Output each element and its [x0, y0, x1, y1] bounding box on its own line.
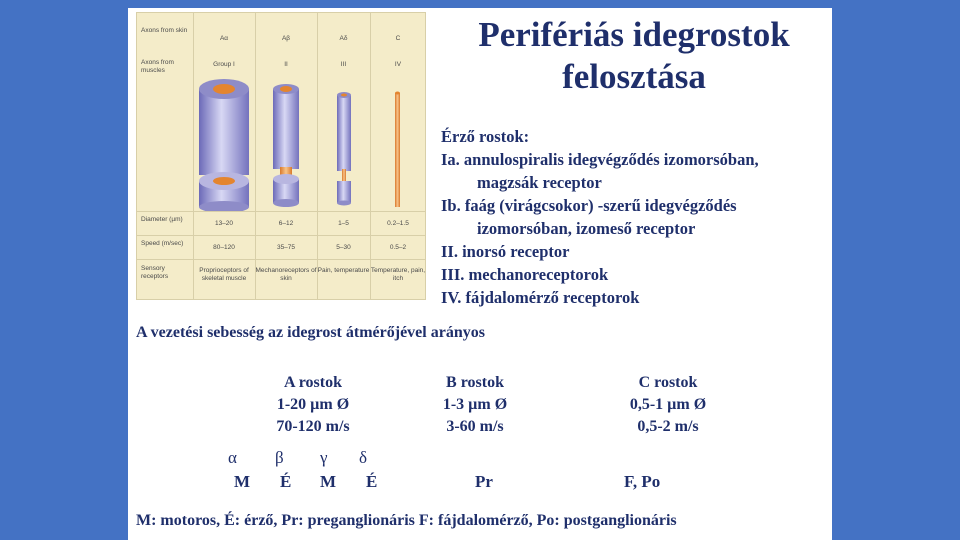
- fiber-column-a: [253, 372, 373, 438]
- fiber-column-c: [598, 372, 738, 438]
- fig-col2-diameter: 6–12: [278, 220, 294, 227]
- a-type-alpha: M: [234, 472, 251, 491]
- a-type-gamma: M: [320, 472, 337, 491]
- sensory-iii: III. mechanoreceptorok: [441, 265, 609, 284]
- greek-delta: δ: [359, 448, 368, 467]
- nerve-fiber-figure: [136, 12, 426, 300]
- title-line-1: Perifériás idegrostok: [478, 15, 790, 54]
- fiber-a-name: A rostok: [284, 374, 342, 391]
- b-type: Pr: [475, 472, 493, 491]
- fiber-b-speed: 3-60 m/s: [446, 418, 504, 435]
- fiber-column-b: [420, 372, 530, 438]
- fig-label-muscle: Axons from muscles: [141, 59, 174, 74]
- fig-label-diameter: Diameter (µm): [141, 216, 183, 223]
- fiber-c-speed: 0,5-2 m/s: [637, 418, 699, 435]
- fig-col3-diameter: 1–5: [338, 220, 349, 227]
- fiber-c-diameter: 0,5-1 µm Ø: [629, 396, 707, 413]
- fig-col1-receptors: Proprioceptors of skeletal muscle: [199, 267, 249, 282]
- sensory-heading: Érző rostok:: [441, 127, 530, 146]
- sensory-ia-line2: magzsák receptor: [477, 173, 602, 192]
- greek-gamma: γ: [320, 448, 328, 467]
- fiber-c-name: C rostok: [638, 374, 698, 391]
- fig-col4-speed: 0.5–2: [389, 244, 407, 251]
- fig-col3-speed: 5–30: [336, 244, 351, 251]
- fiber-b-diameter: 1-3 µm Ø: [442, 396, 508, 413]
- abbreviation-legend: M: motoros, É: érző, Pr: preganglionáris F: fájdalomérző, Po: postganglionáris: [136, 512, 677, 529]
- fig-col4-skin: C: [395, 35, 401, 42]
- nerve-fiber-illustration: [137, 13, 426, 211]
- fig-col3-skin: Aδ: [339, 35, 348, 42]
- fig-col2-speed: 35–75: [276, 244, 296, 251]
- greek-beta: β: [275, 448, 284, 467]
- c-type: F, Po: [624, 472, 661, 491]
- fiber-a-speed: 70-120 m/s: [276, 418, 350, 435]
- fig-col3-muscle: III: [340, 61, 347, 68]
- greek-alpha: α: [228, 448, 237, 467]
- fiber-b-name: B rostok: [446, 374, 504, 391]
- fig-col1-muscle: Group I: [213, 61, 235, 68]
- fig-col4-diameter: 0.2–1.5: [387, 220, 409, 227]
- sensory-ib-line2: izomorsóban, izomeső receptor: [477, 219, 696, 238]
- sensory-ia-line1: Ia. annulospiralis idegvégződés izomorsóban,: [441, 150, 759, 169]
- fiber-a-beta: [273, 84, 299, 207]
- fig-col4-muscle: IV: [394, 61, 402, 68]
- fig-col2-muscle: II: [284, 61, 288, 68]
- sensory-iv: IV. fájdalomérző receptorok: [441, 288, 640, 307]
- fig-col3-receptors: Pain, temperature: [317, 267, 370, 274]
- fig-col1-speed: 80–120: [213, 244, 235, 251]
- a-type-beta: É: [280, 472, 292, 491]
- fig-col1-diameter: 13–20: [214, 220, 234, 227]
- fiber-a-diameter: 1-20 µm Ø: [276, 396, 350, 413]
- fiber-a-delta: [337, 92, 351, 206]
- fig-col2-skin: Aβ: [281, 35, 291, 42]
- fiber-a-alpha: [199, 79, 249, 211]
- fig-label-skin: Axons from skin: [141, 27, 188, 34]
- fiber-c: [395, 92, 400, 208]
- sensory-ii: II. inorsó receptor: [441, 242, 570, 261]
- slide: [128, 8, 832, 540]
- fig-col2-receptors: Mechanoreceptors of skin: [255, 267, 317, 282]
- fig-label-speed: Speed (m/sec): [141, 240, 184, 247]
- sensory-fibers-list: [441, 125, 832, 309]
- title-line-2: felosztása: [562, 57, 706, 96]
- velocity-statement: A vezetési sebesség az idegrost átmérőjével arányos: [136, 324, 485, 341]
- fig-col4-receptors: Temperature, pain, itch: [370, 267, 426, 282]
- fig-label-receptors: Sensory receptors: [141, 265, 169, 280]
- a-type-delta: É: [366, 472, 378, 491]
- fig-col1-skin: Aα: [219, 35, 229, 42]
- sensory-ib-line1: Ib. faág (virágcsokor) -szerű idegvégződés: [441, 196, 737, 215]
- slide-title: [436, 14, 832, 98]
